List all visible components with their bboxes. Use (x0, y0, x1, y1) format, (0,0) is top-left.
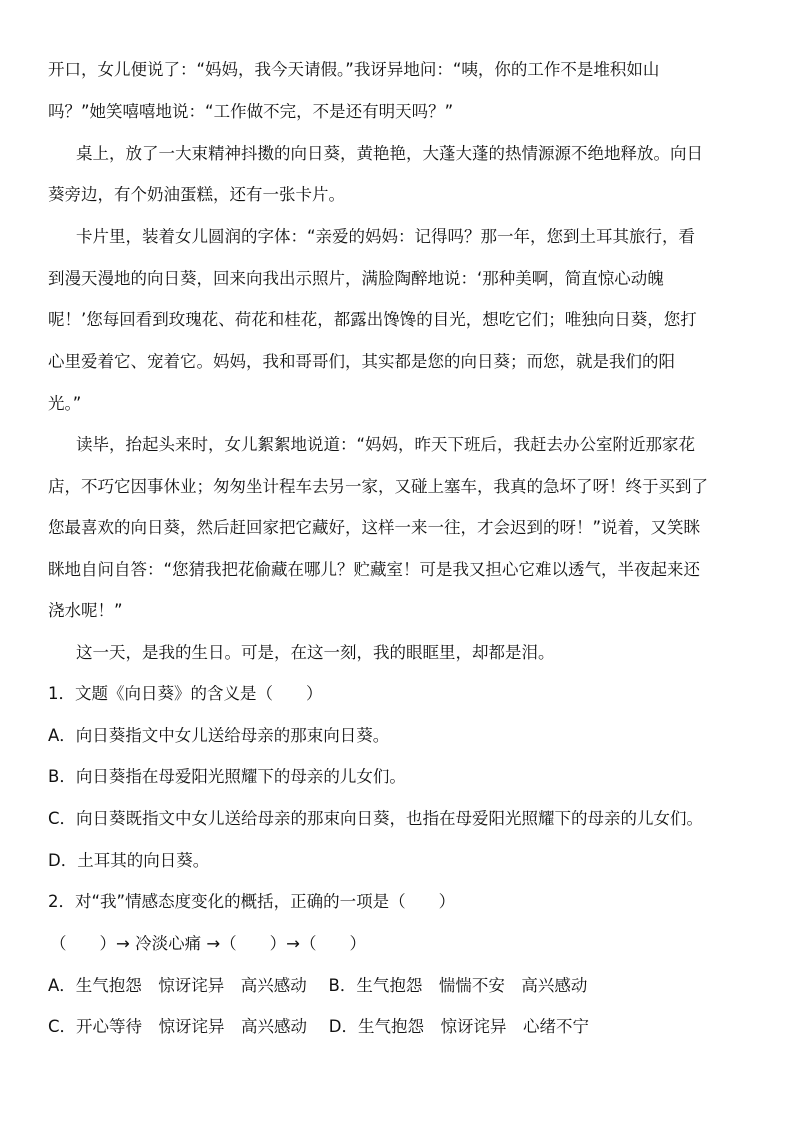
passage-line: 您最喜欢的向日葵，然后赶回家把它藏好，这样一来一往，才会迟到的呀！”说着，又笑眯 (48, 518, 701, 537)
passage-line: 店，不巧它因事休业；匆匆坐计程车去另一家，又碰上塞车，我真的急坏了呀！终于买到了 (48, 477, 708, 496)
question-1-option-d: D．土耳其的向日葵。 (48, 851, 210, 870)
passage-line: 呢！’您每回看到玫瑰花、荷花和桂花，都露出馋馋的目光，想吃它们；唯独向日葵，您打 (48, 310, 697, 329)
question-1-stem: 1．文题《向日葵》的含义是（ ） (48, 684, 323, 703)
passage-line: 吗？”她笑嘻嘻地说：“工作做不完，不是还有明天吗？” (48, 102, 454, 121)
question-2-stem: 2．对“我”情感态度变化的概括，正确的一项是（ ） (48, 892, 456, 911)
passage-line: 眯地自问自答：“您猜我把花偷藏在哪儿？贮藏室！可是我又担心它难以透气，半夜起来还 (48, 560, 701, 579)
passage-line: 葵旁边，有个奶油蛋糕，还有一张卡片。 (48, 185, 345, 204)
question-1-option-b: B．向日葵指在母爱阳光照耀下的母亲的儿女们。 (48, 767, 406, 786)
passage-line: 浇水呢！” (48, 601, 123, 620)
passage-line: 卡片里，装着女儿圆润的字体：“亲爱的妈妈：记得吗？那一年，您到土耳其旅行，看 (76, 227, 696, 246)
question-1-option-c: C．向日葵既指文中女儿送给母亲的那束向日葵，也指在母爱阳光照耀下的母亲的儿女们。 (48, 809, 704, 828)
question-1-option-a: A．向日葵指文中女儿送给母亲的那束向日葵。 (48, 726, 390, 745)
question-2-flow: （ ）→ 冷淡心痛 →（ ）→（ ） (50, 934, 366, 953)
passage-line: 读毕，抬起头来时，女儿絮絮地说道：“妈妈，昨天下班后，我赶去办公室附近那家花 (76, 435, 696, 454)
passage-line: 到漫天漫地的向日葵，回来向我出示照片，满脸陶醉地说：‘那种美啊，简直惊心动魄 (48, 269, 664, 288)
question-2-options-ab: A．生气抱怨 惊讶诧异 高兴感动 B．生气抱怨 惴惴不安 高兴感动 (48, 976, 588, 995)
passage-line: 光。” (48, 394, 82, 413)
passage-line: 桌上，放了一大束精神抖擞的向日葵，黄艳艳，大蓬大蓬的热情源源不绝地释放。向日 (76, 144, 703, 163)
passage-line: 这一天，是我的生日。可是，在这一刻，我的眼眶里，却都是泪。 (76, 643, 555, 662)
question-2-options-cd: C．开心等待 惊讶诧异 高兴感动 D．生气抱怨 惊讶诧异 心绪不宁 (48, 1017, 589, 1036)
passage-line: 心里爱着它、宠着它。妈妈，我和哥哥们，其实都是您的向日葵；而您，就是我们的阳 (48, 352, 675, 371)
passage-line: 开口，女儿便说了：“妈妈，我今天请假。”我讶异地问：“咦，你的工作不是堆积如山 (48, 60, 660, 79)
